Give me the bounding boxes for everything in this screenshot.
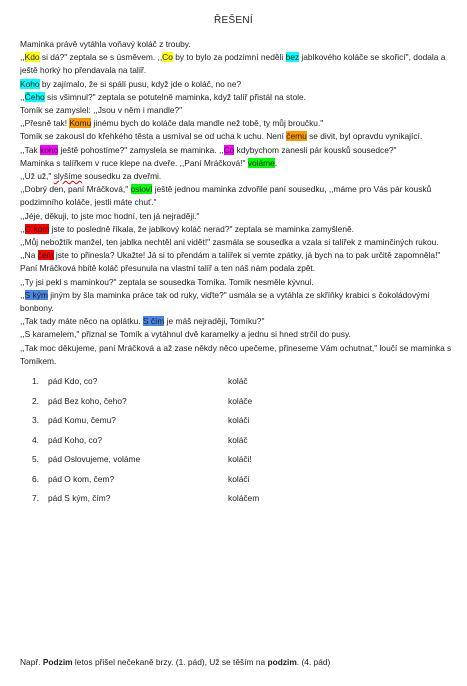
text: ,,Tak moc děkujeme, paní Mráčková a až zase někdy něco upečeme, přineseme Vám ochutnat," loučí se maminka s Tomíkem. [20,342,452,366]
text: jinému bych do koláče dala mandle než tobě, ty můj broučku." [91,118,324,129]
case-question: pád Koho, co? [48,434,103,445]
highlight-volame: voláme [247,157,275,168]
highlight-co-4: Co [223,144,235,155]
paragraph [20,236,456,249]
text: Např. [20,657,43,667]
text: ,, [20,52,25,63]
text: jste to přinesla? Ukažte! Já si to přendám a talířek si vemte zpátky, já bych na to pak určitě zapomněla!" Paní Mráčková hbitě koláč přesunula na vlastní talíř a ten náš nám podala zpět. [20,250,441,274]
highlight-komu: Komu [69,118,92,129]
case-question: pád Oslovujeme, voláme [48,454,141,465]
text: se divit, byl opravdu vynikající. [306,131,423,142]
text: sousedku za dveřmi. [82,171,162,182]
case-question: pád Bez koho, čeho? [48,395,127,406]
case-question: pád O kom, čem? [48,473,115,484]
text: ,,Už už," [20,171,54,182]
paragraph [20,117,456,130]
list-number: 3. [32,415,39,426]
list-number: 2. [32,395,39,406]
list-number: 6. [32,473,39,484]
list-item [20,372,456,392]
paragraph [20,276,456,289]
text: by to bylo za podzimní neděli [172,52,286,63]
highlight-kdo: Kdo [24,52,40,63]
case-question: pád S kým, čím? [48,493,111,504]
highlight-s-cim: S čím [142,316,165,327]
highlight-koho-4: koho [40,144,59,155]
paragraph [20,289,456,315]
paragraph [20,170,456,183]
text: ,, [20,289,25,300]
highlight-cem: čem [37,250,54,261]
paragraph [20,183,456,209]
text: ,, [20,223,25,234]
list-number: 4. [32,434,39,445]
cases-list [20,372,456,509]
text: ,,Jéje, děkuji, to jste moc hodní, ten já nejraději." [20,210,200,221]
text: Tomík se zakousl do křehkého těsta a usmíval se od ucha k uchu. Není [20,131,287,142]
list-number: 1. [32,376,39,387]
paragraph [20,51,456,77]
list-item [20,450,456,470]
paragraph [20,104,456,117]
case-answer: koláčem [228,493,260,504]
highlight-oslovi: osloví [130,184,153,195]
case-answer: koláč [228,434,248,445]
text: ještě jednou maminka zdvořile paní sousedku, ,,máme pro Vás pár kousků podzimního koláče, jestli máte chuť." [20,184,432,208]
list-item [20,411,456,431]
list-number: 7. [32,493,39,504]
case-answer: koláč [228,376,248,387]
paragraph [20,78,456,91]
case-question: pád Kdo, co? [48,376,98,387]
text: kdybychom zanesli pár kousků sousedce?" [234,144,397,155]
paragraph [20,210,456,223]
paragraph [20,91,456,104]
case-answer: koláči! [228,454,252,465]
bold-word: podzim [267,657,297,667]
text: ,, [20,91,25,102]
paragraph [20,249,456,275]
text: ,,Dobrý den, paní Mráčková," [20,184,131,195]
text: ,,Tak [20,144,41,155]
text: ,,Tak tady máte něco na oplátku. [20,316,143,327]
highlight-s-kym: S kým [24,289,48,300]
text: Maminka právě vytáhla voňavý koláč z trouby. [20,39,191,49]
paragraph [20,328,456,341]
text: ,,Ty jsi pekl s maminkou?" zeptala se sousedka Tomíka. Tomík nesměle kývnul. [20,276,314,287]
text: ,,S karamelem," přiznal se Tomík a vytáhnul dvě karamelky a jednu si hned strčil do pusy. [20,329,351,340]
case-answer: koláče [228,395,253,406]
highlight-co: Co [162,52,173,63]
text: ,,Můj nebožtík manžel, ten jablka nechtěl ani vidět!" zasmála se sousedka a vzala si talířek z maminčiných rukou. [20,237,439,248]
text: Maminka s talířkem v ruce klepe na dveře. ,,Paní Mráčková!" [20,157,248,168]
text: ještě pohostíme?" zamyslela se maminka. ,, [58,144,224,155]
paragraph [20,223,456,236]
paragraph [20,144,456,157]
paragraph [20,38,456,51]
text: jiným by šla maminka práce tak od ruky, viďte?" usmála se a vytáhla ze skříňky krabici s čokoládovými bonbony. [20,289,430,314]
highlight-cemu: čemu [286,131,307,142]
text: jste to posledně říkala, že jablkový koláč nerad?" zeptala se maminka zamyšleně. [49,223,354,234]
paragraph [20,130,456,143]
text: ,,Přesně tak! [20,118,70,129]
paragraph [20,342,456,368]
list-item [20,470,456,490]
underlined-slysime: slyšíme [53,171,83,182]
list-number: 5. [32,454,39,465]
text: si dá?" zeptala se s úsměvem. ,, [39,52,163,63]
page-title: ŘEŠENÍ [213,15,254,26]
text: . (4. pád) [296,657,331,667]
text: letos přišel nečekaně brzy. (1. pád), Už se těším na [72,657,268,667]
case-answer: koláči [228,473,250,484]
text: je máš nejraději, Tomíku?" [164,316,265,327]
text: . [274,157,278,168]
text: sis všimnul?" zeptala se potutelně maminka, když talíř přistál na stole. [44,91,307,102]
text: Tomík se zamyslel: ,,Jsou v něm i mandle?" [20,105,183,116]
bold-word: Podzim [42,657,73,667]
list-item [20,431,456,451]
highlight-bez: bez [285,52,300,63]
text: jablkového koláče se skořicí", dodala a ještě horký ho přendavala na talíř. [20,52,446,76]
text: by zajímalo, že si spálí pusu, když jde o koláč, no ne? [39,78,242,89]
highlight-o-kom: O kom [24,223,50,234]
case-question: pád Komu, čemu? [48,415,116,426]
text: ,,Na [20,250,38,261]
case-answer: koláči [228,415,250,426]
story-text [20,38,456,509]
list-item [20,392,456,412]
paragraph [20,157,456,170]
example-footer [20,657,330,667]
list-item [20,489,456,509]
paragraph [20,315,456,328]
highlight-ceho: Čeho [24,91,45,102]
highlight-koho: Koho [20,78,40,89]
